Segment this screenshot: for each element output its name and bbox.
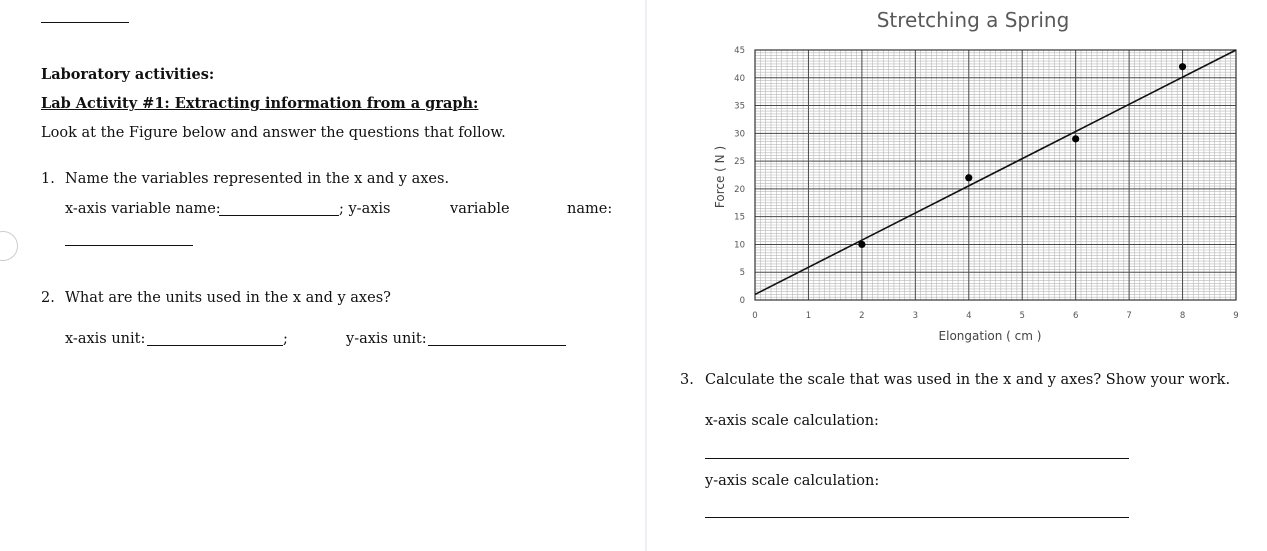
question-3-text: Calculate the scale that was used in the x and y axes? Show your work. — [705, 372, 1231, 388]
y-variable-label-part2: variable — [450, 201, 510, 217]
y-tick-label: 10 — [734, 240, 745, 251]
data-point — [1179, 63, 1186, 70]
x-tick-label: 8 — [1179, 311, 1186, 321]
y-variable-label-part1: ; y-axis — [339, 201, 391, 217]
x-scale-label: x-axis scale calculation: — [705, 413, 879, 429]
x-unit-blank[interactable] — [147, 329, 283, 346]
right-page — [647, 0, 1267, 551]
data-point — [1072, 135, 1079, 142]
intro-text: Look at the Figure below and answer the questions that follow. — [41, 125, 506, 141]
x-tick-label: 6 — [1072, 311, 1079, 321]
x-tick-label: 2 — [859, 311, 865, 321]
question-3-number: 3. — [680, 372, 694, 388]
spring-chart — [647, 0, 1267, 352]
x-unit-label: x-axis unit: — [65, 331, 146, 347]
y-axis-label: Force ( N ) — [713, 145, 727, 209]
x-scale-blank[interactable] — [705, 442, 1129, 459]
section-heading: Laboratory activities: — [41, 66, 215, 83]
y-scale-blank[interactable] — [705, 501, 1129, 518]
y-variable-label-part3: name: — [567, 201, 613, 217]
y-tick-label: 40 — [734, 73, 745, 84]
y-tick-label: 15 — [734, 212, 745, 223]
y-tick-label: 30 — [734, 129, 745, 140]
y-unit-blank[interactable] — [428, 329, 566, 346]
x-tick-label: 9 — [1233, 311, 1239, 321]
y-tick-label: 5 — [739, 268, 745, 279]
data-point — [858, 241, 865, 248]
x-variable-blank[interactable] — [219, 199, 339, 216]
y-tick-label: 0 — [739, 296, 745, 306]
question-1-number: 1. — [41, 171, 55, 187]
margin-marker[interactable] — [0, 231, 18, 261]
y-tick-label: 25 — [734, 157, 745, 168]
question-2-number: 2. — [41, 290, 55, 306]
activity-title: Lab Activity #1: Extracting information from a graph: — [41, 95, 479, 112]
x-tick-label: 1 — [805, 311, 812, 321]
top-blank-line — [41, 8, 129, 23]
y-tick-label: 35 — [734, 101, 745, 112]
x-tick-label: 5 — [1019, 311, 1025, 321]
y-scale-label: y-axis scale calculation: — [705, 473, 880, 489]
question-1-text: Name the variables represented in the x and y axes. — [65, 171, 450, 187]
chart-title: Stretching a Spring — [876, 8, 1070, 32]
y-tick-label: 45 — [734, 46, 745, 56]
x-tick-label: 0 — [752, 311, 758, 321]
x-tick-label: 7 — [1126, 311, 1132, 321]
y-axis-ticks — [734, 46, 745, 306]
y-variable-blank[interactable] — [65, 229, 193, 246]
x-unit-separator: ; — [283, 331, 288, 347]
x-axis-label: Elongation ( cm ) — [938, 329, 1042, 343]
y-tick-label: 20 — [734, 184, 745, 195]
x-tick-label: 3 — [912, 311, 919, 321]
question-2-text: What are the units used in the x and y axes? — [65, 290, 391, 306]
y-unit-label: y-axis unit: — [346, 331, 427, 347]
x-tick-label: 4 — [966, 311, 972, 321]
data-point — [965, 174, 972, 181]
x-axis-ticks — [752, 311, 1238, 321]
x-variable-label: x-axis variable name: — [65, 201, 221, 217]
